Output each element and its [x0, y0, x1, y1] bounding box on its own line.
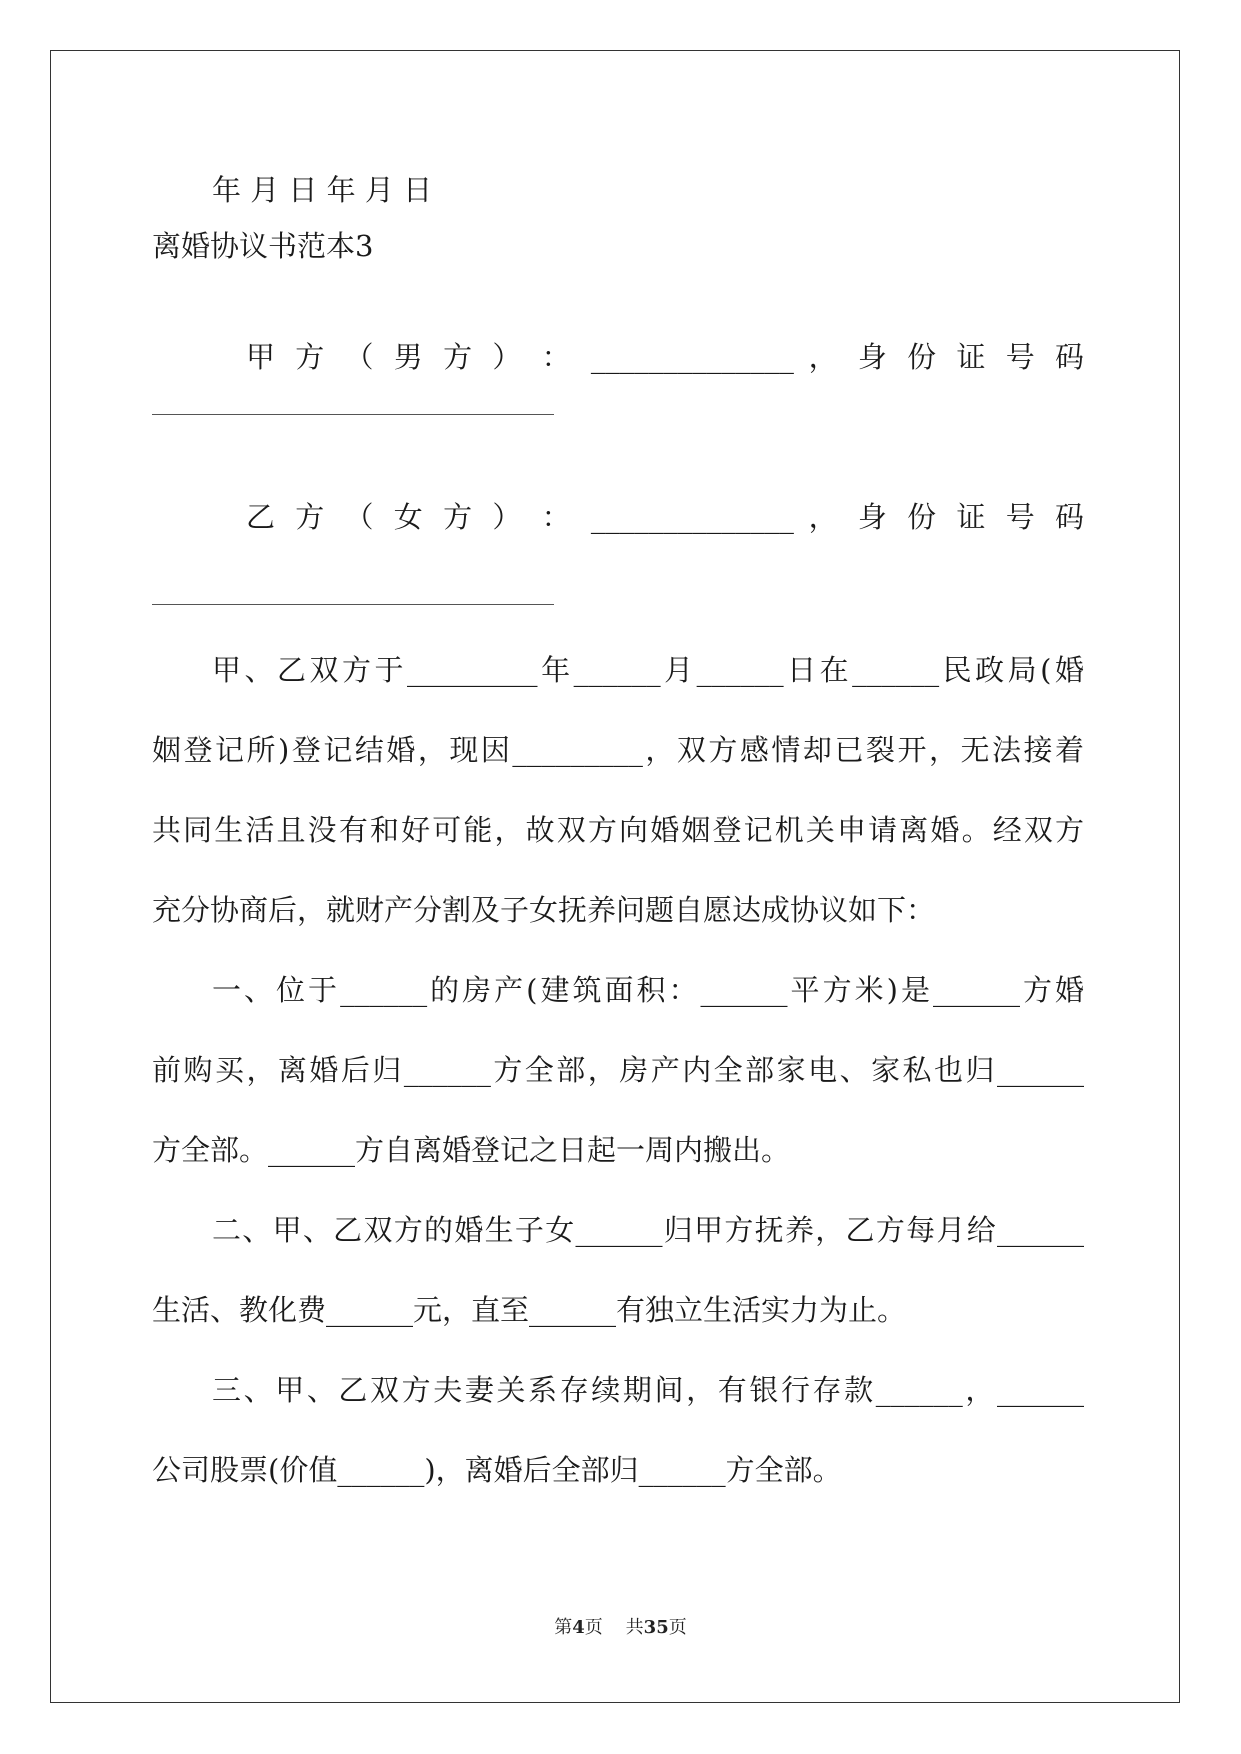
- paragraph-4-line-1: 三、甲、乙双方夫妻关系存续期间，有银行存款______，______: [212, 1373, 1084, 1407]
- party-a-id-blank: [152, 414, 554, 415]
- party-b-line: 乙 方 （ 女 方 ） ： ______________ ， 身 份 证 号 码: [246, 500, 1084, 534]
- page-prefix: 第: [554, 1617, 573, 1638]
- paragraph-1-line-1: 甲、乙双方于_________年______月______日在______民政局(婚: [212, 653, 1084, 687]
- paragraph-4-line-2: 公司股票(价值______)，离婚后全部归______方全部。: [152, 1453, 842, 1487]
- party-b-id-blank: [152, 604, 554, 605]
- total-pages: 35: [643, 1617, 669, 1638]
- paragraph-2-line-3: 方全部。______方自离婚登记之日起一周内搬出。: [152, 1133, 791, 1167]
- paragraph-3-line-2: 生活、教化费______元，直至______有独立生活实力为止。: [152, 1293, 907, 1327]
- date-line: 年 月 日 年 月 日: [212, 173, 433, 207]
- document-title: 离婚协议书范本3: [152, 229, 374, 263]
- total-suffix: 页: [668, 1617, 687, 1638]
- paragraph-3-line-1: 二、甲、乙双方的婚生子女______归甲方抚养，乙方每月给______: [212, 1213, 1084, 1247]
- paragraph-1-line-2: 姻登记所)登记结婚，现因_________，双方感情却已裂开，无法接着: [152, 733, 1084, 767]
- party-a-line: 甲 方 （ 男 方 ） ： ______________ ， 身 份 证 号 码: [246, 340, 1084, 374]
- page-footer: [0, 1616, 1241, 1640]
- page-number: 4: [572, 1617, 585, 1638]
- paragraph-1-line-3: 共同生活且没有和好可能，故双方向婚姻登记机关申请离婚。经双方: [152, 813, 1084, 847]
- paragraph-2-line-2: 前购买，离婚后归______方全部，房产内全部家电、家私也归______: [152, 1053, 1084, 1087]
- total-prefix: 共: [625, 1617, 644, 1638]
- page-suffix: 页: [584, 1617, 603, 1638]
- paragraph-1-line-4: 充分协商后，就财产分割及子女抚养问题自愿达成协议如下：: [152, 893, 936, 927]
- paragraph-2-line-1: 一、位于______的房产(建筑面积：______平方米)是______方婚: [212, 973, 1084, 1007]
